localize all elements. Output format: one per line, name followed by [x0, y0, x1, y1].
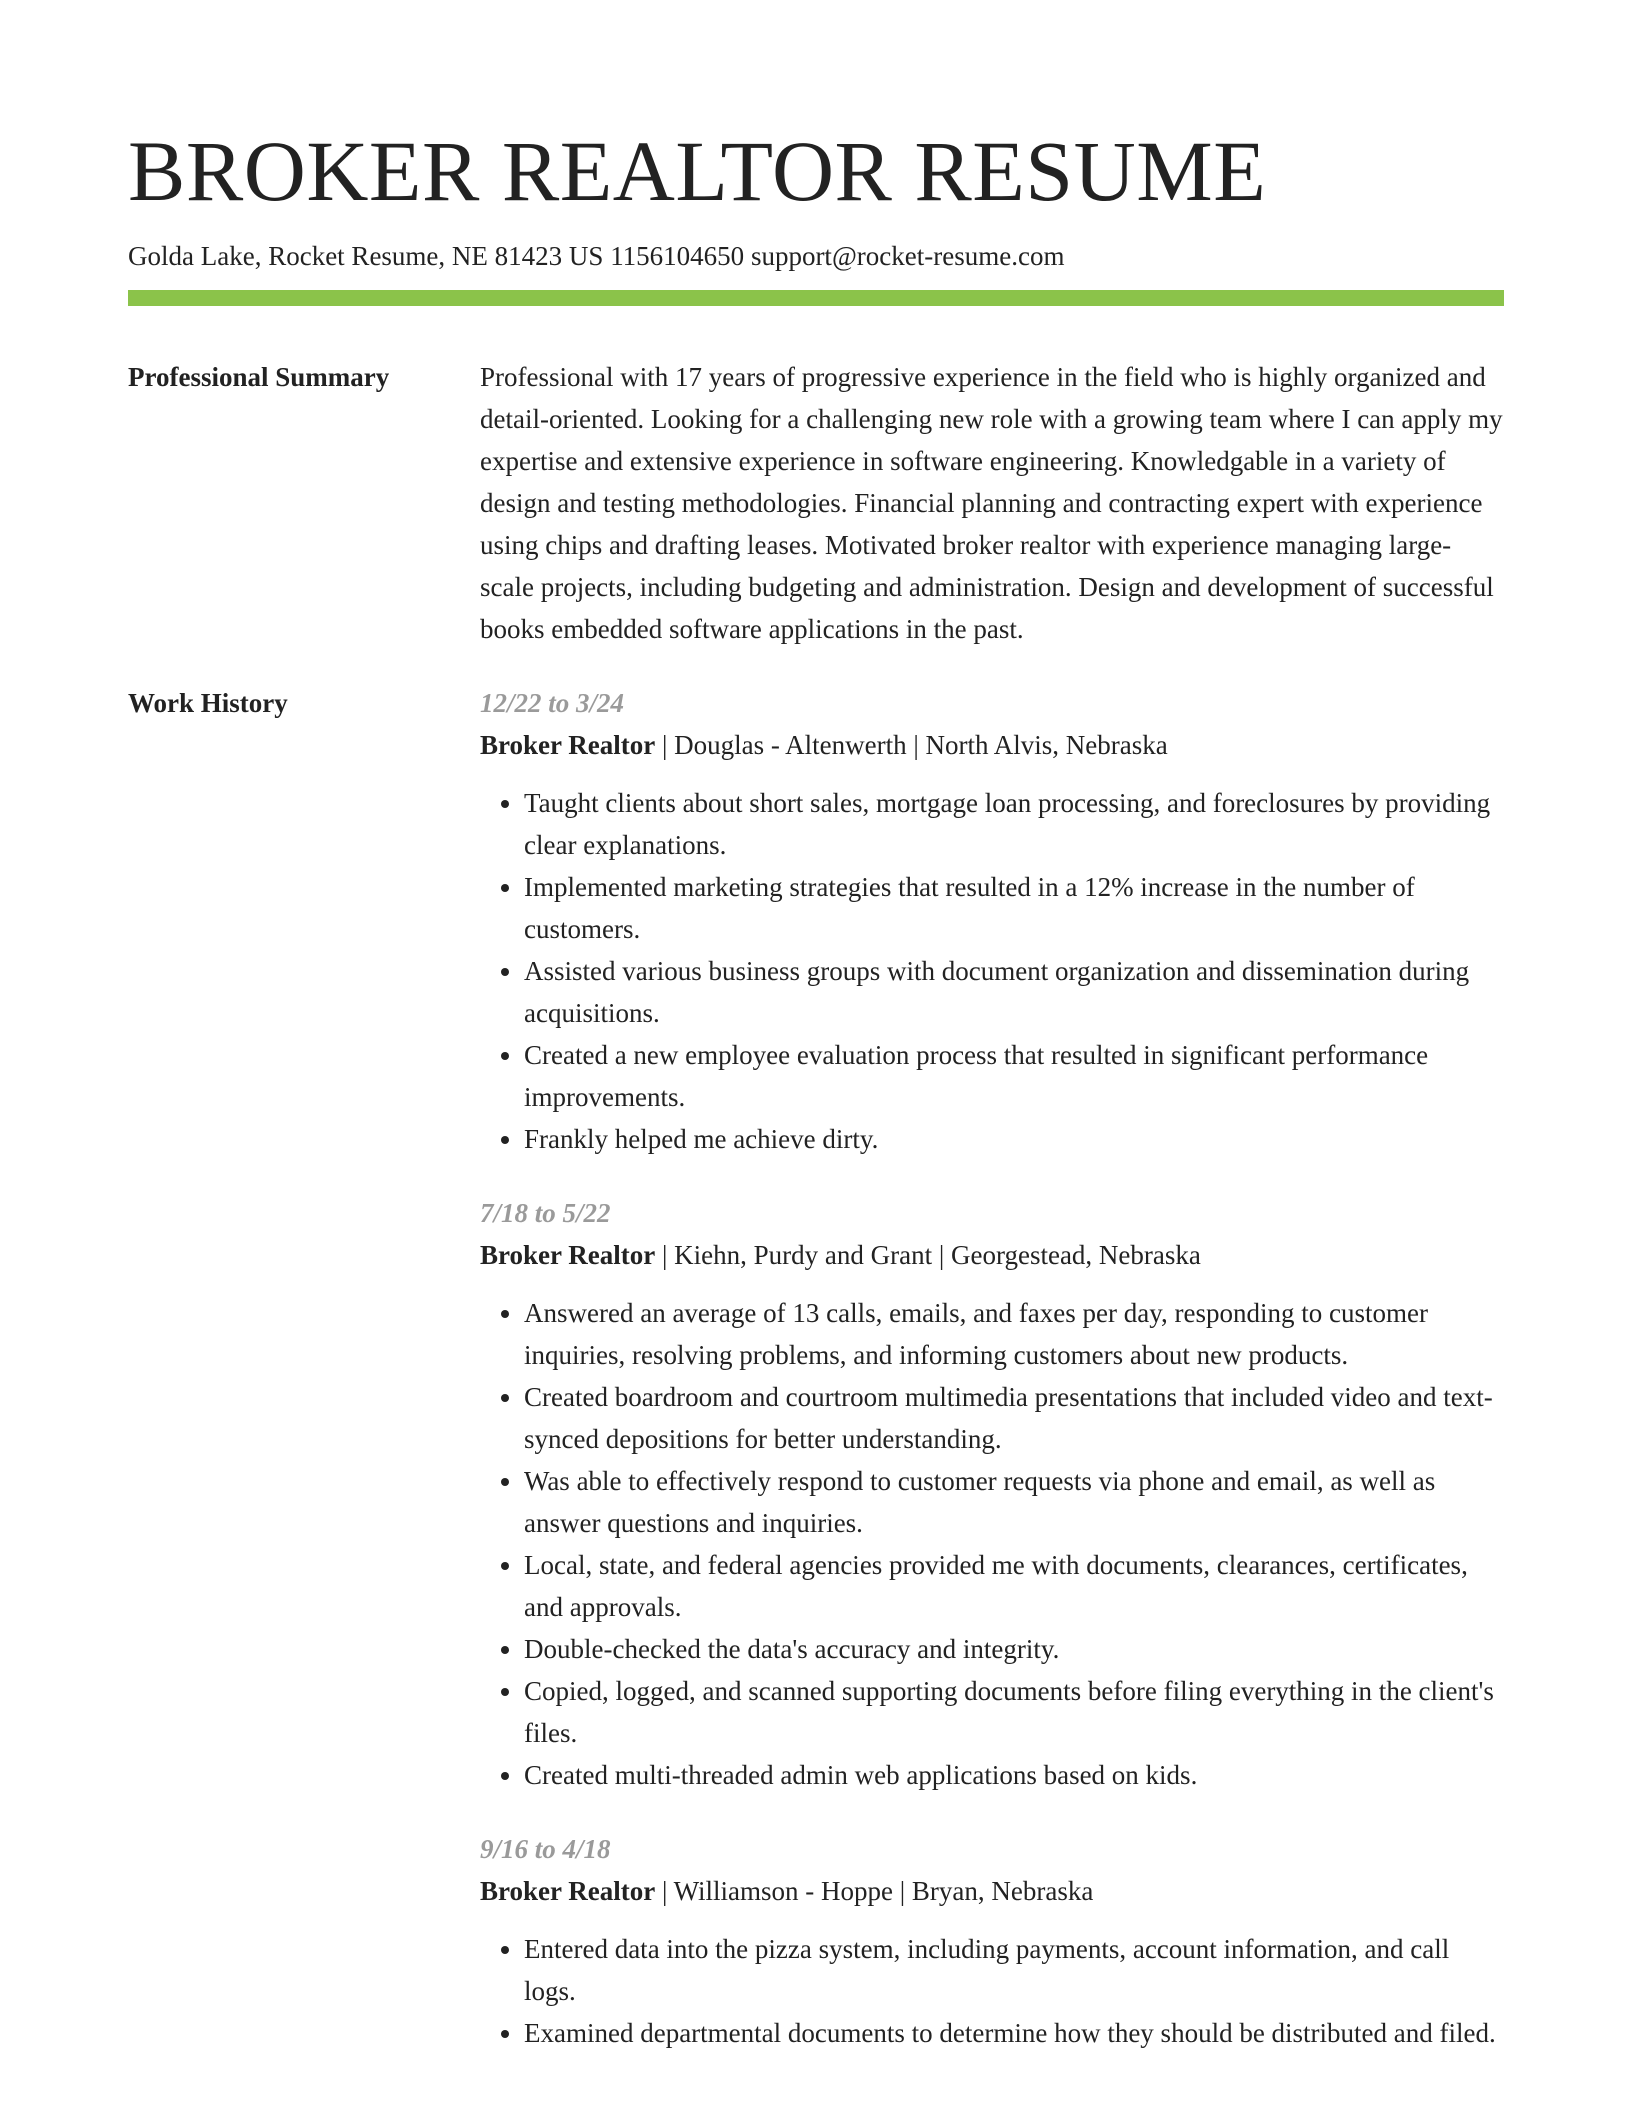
job-entry	[480, 682, 1504, 1160]
job-title: Broker Realtor	[480, 1876, 656, 1906]
job-bullet: • Answered an average of 13 calls, emails, and faxes per day, responding to customer inquiries, resolving problems, and informing customers about new products.	[524, 1292, 1504, 1376]
job-bullet: • Entered data into the pizza system, including payments, account information, and call logs.	[524, 1928, 1504, 2012]
job-title-line	[480, 724, 1504, 766]
job-bullet: • Implemented marketing strategies that resulted in a 12% increase in the number of customers.	[524, 866, 1504, 950]
job-entry	[480, 1192, 1504, 1796]
contact-phone: 1156104650	[610, 241, 745, 271]
section-label-work-history: Work History	[128, 688, 288, 718]
job-bullet: • Double-checked the data's accuracy and integrity.	[524, 1628, 1504, 1670]
section-label-summary: Professional Summary	[128, 362, 390, 392]
job-bullet: • Examined departmental documents to determine how they should be distributed and filed.	[524, 2012, 1504, 2054]
job-bullet-list	[480, 1292, 1504, 1796]
job-title: Broker Realtor	[480, 730, 656, 760]
resume-page	[128, 0, 1504, 2086]
job-bullet: • Created a new employee evaluation process that resulted in significant performance improvements.	[524, 1034, 1504, 1118]
job-employer-location: | Douglas - Altenwerth | North Alvis, Nebraska	[655, 730, 1168, 760]
header-divider	[128, 290, 1504, 306]
summary-text: Professional with 17 years of progressive experience in the field who is highly organized and detail-oriented. Looking for a challenging new role with a growing team where I can apply my expertise and extensive experience in software engineering. Knowledgable in a variety of design and testing methodologies. Financial planning and contracting expert with experience using chips and drafting leases. Motivated broker realtor with experience managing large-scale projects, including budgeting and administration. Design and development of successful books embedded software applications in the past.	[480, 362, 1503, 644]
job-bullet: • Assisted various business groups with document organization and dissemination during acquisitions.	[524, 950, 1504, 1034]
job-title-line	[480, 1234, 1504, 1276]
job-bullet: • Local, state, and federal agencies provided me with documents, clearances, certificates, and approvals.	[524, 1544, 1504, 1628]
job-entry	[480, 1828, 1504, 2054]
contact-email: support@rocket-resume.com	[750, 241, 1065, 271]
job-dates: 7/18 to 5/22	[480, 1198, 611, 1228]
contact-name: Golda Lake,	[128, 241, 262, 271]
job-bullet: • Created multi-threaded admin web applications based on kids.	[524, 1754, 1504, 1796]
job-bullet-list	[480, 782, 1504, 1160]
job-bullet: • Created boardroom and courtroom multimedia presentations that included video and text-synced depositions for better understanding.	[524, 1376, 1504, 1460]
job-bullet-list	[480, 1928, 1504, 2054]
job-title: Broker Realtor	[480, 1240, 656, 1270]
job-employer-location: | Kiehn, Purdy and Grant | Georgestead, Nebraska	[655, 1240, 1201, 1270]
resume-title: BROKER REALTOR RESUME	[128, 123, 1267, 219]
job-dates: 9/16 to 4/18	[480, 1834, 611, 1864]
job-bullet: • Copied, logged, and scanned supporting documents before filing everything in the client's files.	[524, 1670, 1504, 1754]
job-bullet: • Was able to effectively respond to customer requests via phone and email, as well as answer questions and inquiries.	[524, 1460, 1504, 1544]
professional-summary-section	[128, 356, 1504, 650]
job-bullet: • Taught clients about short sales, mortgage loan processing, and foreclosures by providing clear explanations.	[524, 782, 1504, 866]
contact-address: Rocket Resume, NE 81423 US	[268, 241, 604, 271]
work-history-section	[128, 682, 1504, 2086]
job-dates: 12/22 to 3/24	[480, 688, 625, 718]
work-history-list	[480, 682, 1504, 2086]
job-bullet: • Frankly helped me achieve dirty.	[524, 1118, 1504, 1160]
contact-line	[128, 238, 1504, 274]
job-employer-location: | Williamson - Hoppe | Bryan, Nebraska	[655, 1876, 1094, 1906]
job-title-line	[480, 1870, 1504, 1912]
